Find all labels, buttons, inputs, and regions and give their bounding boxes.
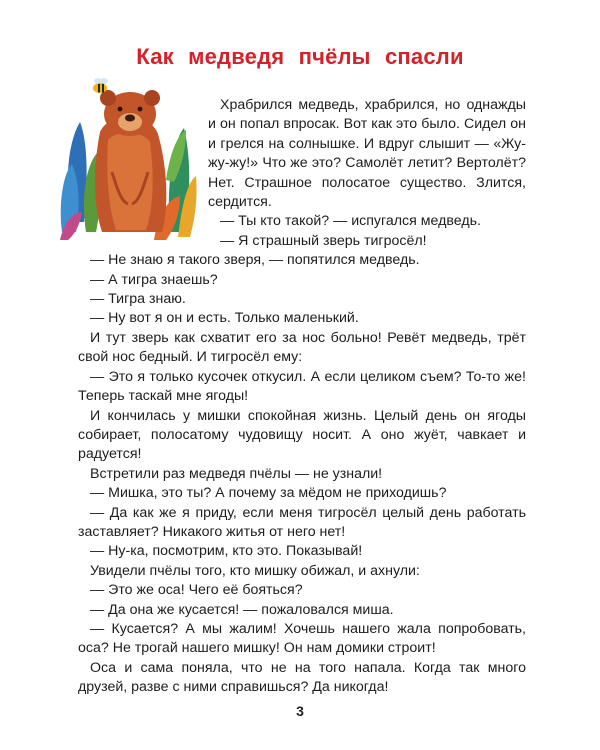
dialogue-line: — Ну-ка, посмотрим, кто это. Показывай! <box>90 543 363 560</box>
paragraph: Оса и сама поняла, что не на того напала. Когда так много друзей, разве с ними справишься? Да никогда! <box>78 659 526 696</box>
dialogue-line: — Ну вот я он и есть. Только маленький. <box>90 310 359 327</box>
dialogue-line: — А тигра знаешь? <box>90 271 218 288</box>
dialogue-line: — Мишка, это ты? А почему за мёдом не приходишь? <box>90 485 447 502</box>
dialogue-line: — Да она же кусается! — пожаловался миша. <box>90 601 394 618</box>
dialogue-line: — Это же оса! Чего её бояться? <box>90 582 303 599</box>
story-text <box>78 96 526 698</box>
paragraph: И тут зверь как схватит его за нос больно! Ревёт медведь, трёт свой нос бедный. И тигросёл ему: <box>78 329 526 366</box>
dialogue-line: — Кусается? А мы жалим! Хочешь нашего жала попробовать, оса? Не трогай нашего мишку! Он нам домики строит! <box>78 620 526 657</box>
dialogue-line: — Я страшный зверь тигросёл! <box>220 232 427 249</box>
dialogue-line: — Да как же я приду, если меня тигросёл целый день работать заставляет? Никакого житья от него нет! <box>78 504 526 540</box>
dialogue-line: — Не знаю я такого зверя, — попятился медведь. <box>90 252 420 269</box>
dialogue-line: — Тигра знаю. <box>90 291 186 308</box>
story-title: Как медведя пчёлы спасли <box>136 44 464 69</box>
paragraph: Встретили раз медведя пчёлы — не узнали! <box>90 465 383 482</box>
dialogue-line: — Это я только кусочек откусил. А если целиком съем? То-то же! Теперь таскай мне ягоды! <box>78 368 526 405</box>
paragraph: Храбрился медведь, храбрился, но однажды и он попал впросак. Вот как это было. Сидел он и грелся на солнышке. И вдруг слышит — «Жу-жу-жу!» Что же это? Самолёт летит? Вертолёт? Нет. Страшное полосатое существо. Злится, сердится. <box>208 97 526 211</box>
paragraph: Увидели пчёлы того, кто мишку обижал, и ахнули: <box>90 562 420 579</box>
dialogue-line: — Ты кто такой? — испугался медведь. <box>220 213 481 230</box>
bee-icon <box>93 78 108 93</box>
page-number: 3 <box>296 703 304 719</box>
paragraph: И кончилась у мишки спокойная жизнь. Целый день он ягоды собирает, полосатому чудовищу носит. А оно жуёт, чавкает и радуется! <box>78 407 526 463</box>
